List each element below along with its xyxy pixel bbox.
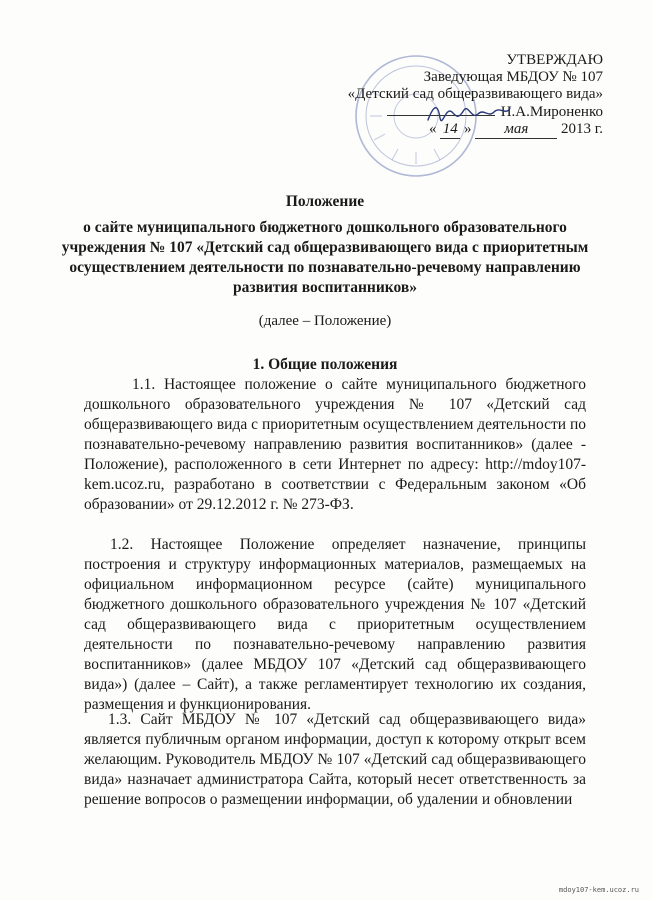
approval-line: УТВЕРЖДАЮ (506, 52, 603, 68)
date-year: 2013 г. (561, 121, 603, 137)
paragraph-1-3 (84, 710, 586, 810)
date-quote-close: » (464, 121, 472, 137)
subtitle-line: учреждения № 107 «Детский сад общеразвивающего вида с приоритетным (61, 239, 589, 256)
paragraph-1-1 (84, 375, 586, 515)
date-quote-open: « (429, 121, 437, 137)
document-title: Положение (285, 193, 365, 210)
approval-line: Заведующая МБДОУ № 107 (423, 69, 603, 85)
subtitle-line: развития воспитанников» (232, 279, 418, 296)
date-day: 14 (440, 121, 460, 139)
paragraph-text: 1.3. Сайт МБДОУ № 107 «Детский сад общеразвивающего вида» является публичным органом информации, доступ к которому открыт всем желающим. Руководитель МБДОУ № 107 «Детский сад общеразвивающего вида» назначает администратора Сайта, который несет ответственность за решение вопросов о размещении информации, об удалении и обновлении (84, 711, 586, 808)
paragraph-text: 1.2. Настоящее Положение определяет назначение, принципы построения и структуру информационных материалов, размещаемых на официальном информационном ресурсе (сайте) муниципального бюджетного дошкольного образовательного учреждения № 107 «Детский сад общеразвивающего вида с приоритетным осуществлением деятельности по познавательно-речевому направлению развития воспитанников» (далее МБДОУ 107 «Детский сад общеразвивающего вида») (далее – Сайт), а также регламентирует технологию их создания, размещения и функционирования. (84, 536, 586, 713)
subtitle-line: о сайте муниципального бюджетного дошкольного образовательного (83, 219, 567, 236)
section-heading: 1. Общие положения (252, 356, 398, 373)
date-month: мая (475, 121, 557, 139)
approval-line: «Детский сад общеразвивающего вида» (347, 86, 603, 102)
title-note: (далее – Положение) (258, 313, 392, 329)
paragraph-text: 1.1. Настоящее положение о сайте муниципального бюджетного дошкольного образовательного учреждения № 107 «Детский сад общеразвивающего вида с приоритетным осуществлением деятельности по познавательно-речевому направлению развития воспитанников» (далее - Положение), расположенного в сети Интернет по адресу: http://mdoy107-kem.ucoz.ru, разработано в соответствии с Федеральным законом «Об образовании» от 29.12.2012 г. № 273-ФЗ. (84, 376, 586, 513)
signer-name: Н.А.Мироненко (500, 104, 603, 120)
subtitle-line: осуществлением деятельности по познавательно-речевому направлению (69, 259, 581, 276)
watermark-url: mdoy107-kem.ucoz.ru (558, 886, 639, 894)
document-subtitle (60, 218, 590, 298)
paragraph-1-2 (84, 535, 586, 715)
handwritten-signature-icon (424, 98, 514, 130)
